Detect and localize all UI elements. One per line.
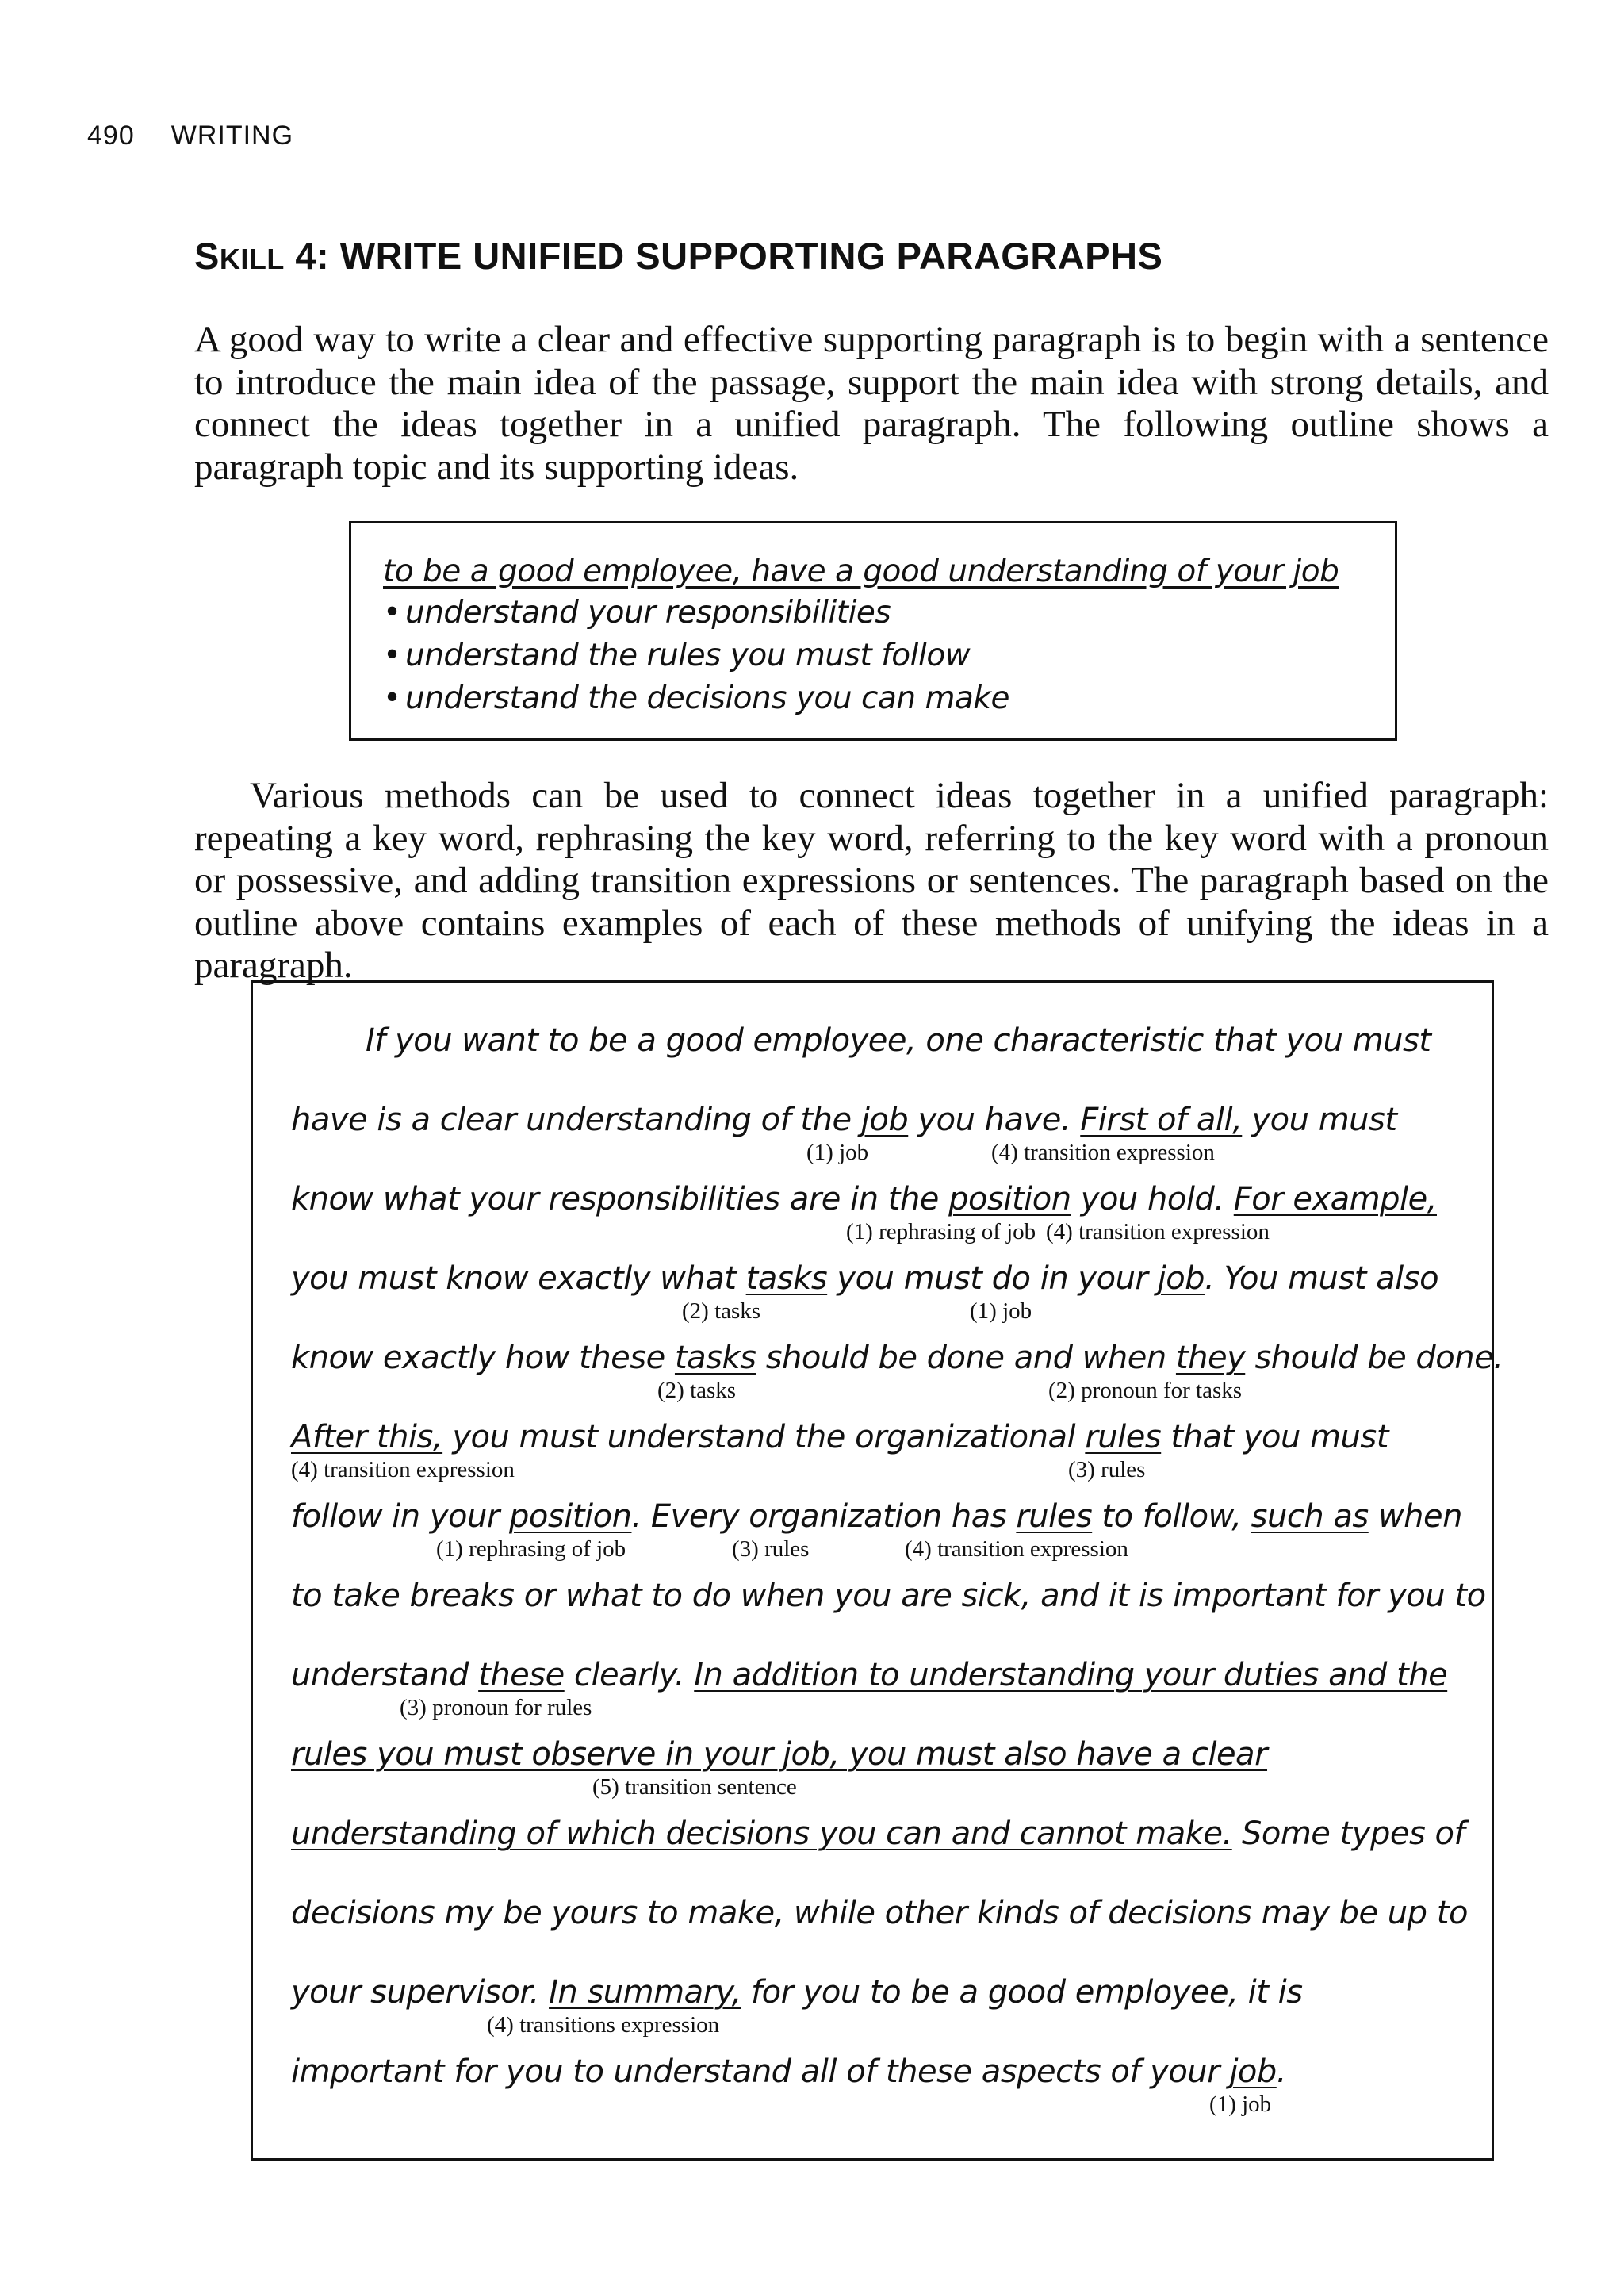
- skill-label-rest: KILL: [219, 243, 285, 275]
- example-line: you must know exactly what tasks you must do in your job. You must also: [291, 1260, 1439, 1297]
- annotation-label: (4) transition expression: [905, 1536, 1128, 1562]
- skill-heading: [194, 234, 1162, 278]
- annotation-label: (1) job: [1209, 2092, 1272, 2117]
- example-line: have is a clear understanding of the job you have. First of all, you must: [291, 1102, 1397, 1138]
- annotation-label: (4) transitions expression: [487, 2012, 720, 2038]
- annotation-label: (1) job: [806, 1140, 869, 1165]
- bullet-icon: •: [383, 638, 401, 673]
- outline-topic: to be a good employee, have a good understanding of your job: [383, 554, 1339, 589]
- example-line: your supervisor. In summary, for you to be a good employee, it is: [291, 1974, 1303, 2011]
- annotation-label: (1) rephrasing of job: [436, 1536, 626, 1562]
- annotation-label: (4) transition expression: [1046, 1219, 1270, 1244]
- example-line: After this, you must understand the organizational rules that you must: [291, 1419, 1388, 1455]
- page-number: 490: [87, 121, 135, 151]
- example-line: If you want to be a good employee, one characteristic that you must: [366, 1022, 1431, 1059]
- bullet-icon: •: [383, 681, 401, 716]
- annotation-label: (2) tasks: [657, 1378, 737, 1403]
- section-name: WRITING: [170, 121, 294, 151]
- example-line: rules you must observe in your job, you must also have a clear: [291, 1736, 1268, 1773]
- outline-item: • understand the rules you must follow: [383, 635, 1009, 677]
- outline-box: [349, 521, 1397, 741]
- annotation-label: (5) transition sentence: [592, 1774, 797, 1800]
- skill-title: WRITE UNIFIED SUPPORTING PARAGRAPHS: [339, 235, 1163, 277]
- annotation-label: (3) rules: [1068, 1457, 1146, 1482]
- annotation-label: (4) transition expression: [291, 1457, 515, 1482]
- outline-item: • understand the decisions you can make: [383, 677, 1009, 720]
- skill-label-initial: S: [194, 235, 220, 277]
- annotation-label: (1) job: [970, 1298, 1032, 1324]
- bullet-icon: •: [383, 595, 401, 631]
- example-line: important for you to understand all of these aspects of your job.: [291, 2053, 1287, 2090]
- skill-number: 4:: [295, 235, 330, 277]
- outline-list: [383, 592, 1009, 720]
- example-paragraph-box: [251, 980, 1503, 2161]
- annotation-label: (3) rules: [732, 1536, 810, 1562]
- example-line: understanding of which decisions you can and cannot make. Some types of: [291, 1815, 1465, 1852]
- example-line: know exactly how these tasks should be done and when they should be done.: [291, 1340, 1503, 1376]
- annotation-label: (3) pronoun for rules: [400, 1695, 592, 1720]
- outline-item: • understand your responsibilities: [383, 592, 1009, 635]
- example-line: know what your responsibilities are in the position you hold. For example,: [291, 1181, 1437, 1217]
- annotation-label: (1) rephrasing of job: [846, 1219, 1036, 1244]
- intro-paragraph: A good way to write a clear and effective supporting paragraph is to begin with a sentence to introduce the main idea of the passage, support the main idea with strong details, and connect the ideas together in a unified paragraph. The following outline shows a paragraph topic and its supporting ideas.: [194, 319, 1549, 488]
- example-line: understand these clearly. In addition to understanding your duties and the: [291, 1657, 1448, 1693]
- example-line: follow in your position. Every organization has rules to follow, such as when: [291, 1498, 1462, 1535]
- annotation-label: (2) pronoun for tasks: [1048, 1378, 1243, 1403]
- annotation-label: (2) tasks: [682, 1298, 761, 1324]
- running-head: [87, 121, 293, 151]
- example-line: to take breaks or what to do when you are sick, and it is important for you to: [291, 1578, 1486, 1614]
- annotation-label: (4) transition expression: [991, 1140, 1215, 1165]
- methods-paragraph: Various methods can be used to connect ideas together in a unified paragraph: repeating a key word, rephrasing the key word, referring to the key word with a pronoun or possessive, and adding transition expressions or sentences. The paragraph based on the outline above contains examples of each of these methods of unifying the ideas in a paragraph.: [194, 775, 1549, 986]
- example-line: decisions my be yours to make, while other kinds of decisions may be up to: [291, 1895, 1468, 1931]
